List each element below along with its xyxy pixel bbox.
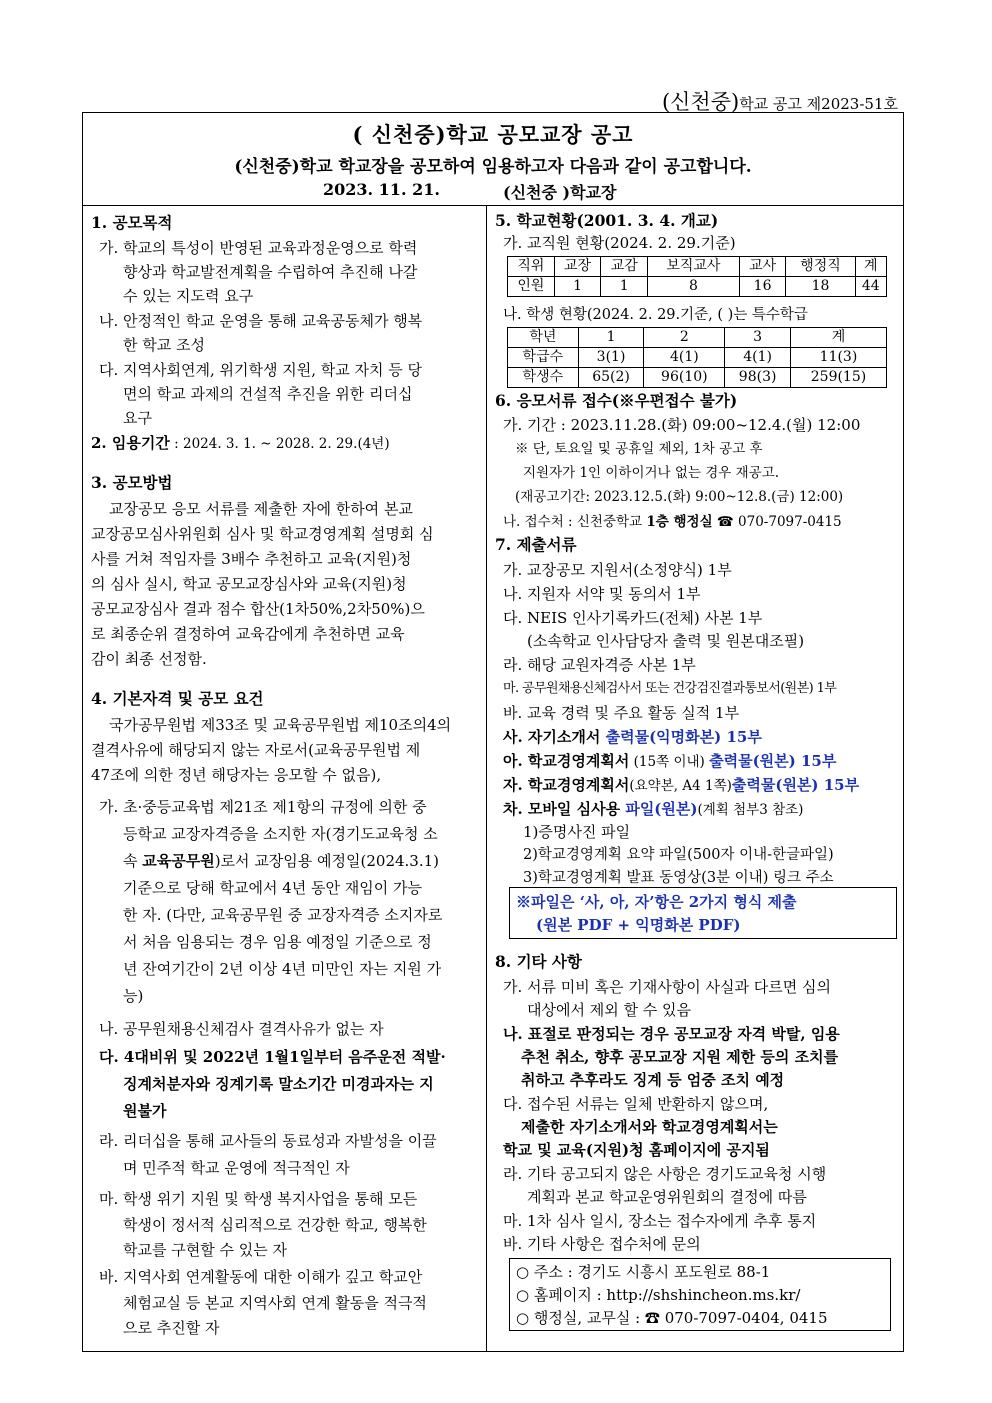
notice-date: 2023. 11. 21. xyxy=(323,180,440,199)
note-line: 지원자가 1인 이하이거나 없는 경우 재공고. xyxy=(523,465,780,481)
notice-subtitle: (신천중)학교 학교장을 공모하여 임용하고자 다음과 같이 공고합니다. xyxy=(234,157,752,177)
list-item: 마. 1차 심사 일시, 장소는 접수자에게 추후 통지 xyxy=(503,1212,817,1230)
text-span-blue: 파일(원본) xyxy=(625,800,698,818)
paragraph-line: 교장공모심사위원회 심사 및 학교경영계획 설명회 심 xyxy=(91,525,434,543)
list-item: 한 자. (다만, 교육공무원 중 교장자격증 소지자로 xyxy=(123,906,443,924)
text-span: (요약본, A4 1쪽) xyxy=(629,778,732,794)
list-item: 가. 서류 미비 혹은 기재사항이 사실과 다르면 심의 xyxy=(503,978,831,996)
student-table xyxy=(507,327,887,388)
list-item: 능) xyxy=(123,987,144,1005)
list-item: 라. 리더십을 통해 교사들의 동료성과 자발성을 이끌 xyxy=(99,1132,437,1150)
table-cell: 16 xyxy=(739,277,786,297)
contact-box xyxy=(509,1258,891,1331)
text-span-bold: 차. 모바일 심사용 xyxy=(503,800,626,818)
table-cell: 3(1) xyxy=(578,348,644,368)
paragraph-line: 의 심사 실시, 학교 공모교장심사와 교육(지원)청 xyxy=(91,575,407,593)
section-5-title: 5. 학교현황(2001. 3. 4. 개교) xyxy=(495,211,719,230)
phone-number: ☎ 070-7097-0415 xyxy=(712,514,842,530)
list-item: 한 학교 조성 xyxy=(123,336,205,354)
list-item: 계획과 본교 학교운영위원회의 결정에 따름 xyxy=(527,1188,807,1206)
file-format-note-box xyxy=(509,887,897,939)
text-span: 나. 접수처 : 신천중학교 xyxy=(503,514,647,530)
list-item: 1)증명사진 파일 xyxy=(523,823,631,841)
list-item: 가. 기간 : 2023.11.28.(화) 09:00~12.4.(월) 12:00 xyxy=(503,416,861,434)
text-span: (계획 첨부3 참조) xyxy=(697,802,804,818)
table-cell: 96(10) xyxy=(644,368,725,388)
list-item: 년 잔여기간이 2년 이상 4년 미만인 자는 지원 가 xyxy=(123,960,442,978)
text-span-bold: 아. 학교경영계획서 xyxy=(503,752,630,770)
table-cell: 학급수 xyxy=(508,348,579,368)
list-item: 바. 지역사회 연계활동에 대한 이해가 깊고 학교안 xyxy=(99,1268,423,1286)
list-item: 나. 지원자 서약 및 동의서 1부 xyxy=(503,585,701,603)
list-item: 다. 접수된 서류는 일체 반환하지 않으며, xyxy=(503,1095,769,1113)
list-item xyxy=(503,797,803,822)
list-item: 가. 학교의 특성이 반영된 교육과정운영으로 학력 xyxy=(99,239,418,257)
list-item: 다. NEIS 인사기록카드(전체) 사본 1부 xyxy=(503,609,763,627)
ref-school: (신천중) xyxy=(661,90,740,114)
list-item xyxy=(503,725,762,749)
list-item: 징계처분자와 징계기록 말소기간 미경과자는 지 xyxy=(123,1075,434,1093)
notice-issuer: (신천중 )학교장 xyxy=(503,183,617,202)
list-item: 나. 표절로 판정되는 경우 공모교장 자격 박탈, 임용 xyxy=(503,1025,840,1043)
text-span-blue: 출력물(익명화본) 15부 xyxy=(605,728,762,746)
table-header-cell: 교사 xyxy=(739,257,786,277)
list-item: 취하고 추후라도 징계 등 엄중 조치 예정 xyxy=(521,1071,785,1089)
list-item: 나. 공무원채용신체검사 결격사유가 없는 자 xyxy=(99,1020,384,1038)
list-item: 제출한 자기소개서와 학교경영계획서는 xyxy=(521,1118,778,1136)
text-span: )로서 교장임용 예정일(2024.3.1) xyxy=(214,852,440,870)
list-item: 다. 지역사회연계, 위기학생 지원, 학교 자치 등 당 xyxy=(99,361,422,379)
list-item: 요구 xyxy=(123,409,152,427)
text-span: 속 xyxy=(123,852,143,870)
list-item: 추천 취소, 향후 공모교장 지원 제한 등의 조치를 xyxy=(521,1048,839,1066)
note-line: (재공고기간: 2023.12.5.(화) 9:00~12.8.(금) 12:00) xyxy=(515,489,844,505)
table-header-cell: 3 xyxy=(725,328,791,348)
paragraph-line: 감이 최종 선정함. xyxy=(91,650,207,668)
contact-homepage[interactable]: ○ 홈페이지 : http://shshincheon.ms.kr/ xyxy=(516,1286,801,1304)
staff-table xyxy=(507,256,887,297)
list-item: 학교 및 교육(지원)청 홈페이지에 공지됨 xyxy=(503,1141,770,1159)
table-cell: 11(3) xyxy=(790,348,886,368)
paragraph-line: 47조에 의한 정년 해당자는 응모할 수 없음), xyxy=(91,766,382,784)
text-span: 사. 자기소개서 xyxy=(503,728,606,746)
table-cell: 4(1) xyxy=(644,348,725,368)
page-title: ( 신천중)학교 공모교장 공고 xyxy=(352,122,634,147)
table-cell: 학생수 xyxy=(508,368,579,388)
table-cell: 44 xyxy=(855,277,886,297)
paragraph-line: 공모교장심사 결과 점수 합산(1차50%,2차50%)으 xyxy=(91,600,425,618)
table-cell: 18 xyxy=(786,277,855,297)
list-item: 수 있는 지도력 요구 xyxy=(123,287,254,305)
text-span-bold: 1층 행정실 xyxy=(646,514,713,530)
table-row xyxy=(508,257,887,277)
list-item: 바. 교육 경력 및 주요 활동 실적 1부 xyxy=(503,704,740,722)
table-cell: 98(3) xyxy=(725,368,791,388)
contact-address: ○ 주소 : 경기도 시흥시 포도원로 88-1 xyxy=(516,1263,771,1281)
text-span-bold: 자. 학교경영계획서 xyxy=(503,776,630,794)
section-8-title: 8. 기타 사항 xyxy=(495,952,582,971)
text-span-blue: 출력물(원본) 15부 xyxy=(709,752,837,770)
list-item: 가. 교직원 현황(2024. 2. 29.기준) xyxy=(503,234,736,252)
list-item: 가. 교장공모 지원서(소정양식) 1부 xyxy=(503,561,732,579)
table-header-cell: 2 xyxy=(644,328,725,348)
list-item: 3)학교경영계획 발표 동영상(3분 이내) 링크 주소 xyxy=(523,870,834,886)
list-item: 으로 추진할 자 xyxy=(123,1319,220,1337)
list-item: 기준으로 당해 학교에서 4년 동안 재임이 가능 xyxy=(123,879,422,897)
list-item: 원불가 xyxy=(123,1102,167,1120)
section-2 xyxy=(91,431,390,456)
section-4-title: 4. 기본자격 및 공모 요건 xyxy=(91,689,264,708)
table-row xyxy=(508,348,887,368)
list-item: (소속학교 인사담당자 출력 및 원본대조필) xyxy=(527,632,805,650)
table-cell: 65(2) xyxy=(578,368,644,388)
list-item: 서 처음 임용되는 경우 임용 예정일 기준으로 정 xyxy=(123,933,432,951)
list-item: 2)학교경영계획 요약 파일(500자 이내-한글파일) xyxy=(523,847,834,863)
notice-frame xyxy=(82,112,904,1352)
list-item: 마. 공무원채용신체검사서 또는 건강검진결과통보서(원본) 1부 xyxy=(503,681,837,696)
table-cell: 8 xyxy=(648,277,740,297)
paragraph-line: 사를 거쳐 적임자를 3배수 추천하고 교육(지원)청 xyxy=(91,550,412,568)
table-row xyxy=(508,368,887,388)
table-row xyxy=(508,328,887,348)
section-6-title: 6. 응모서류 접수(※우편접수 불가) xyxy=(495,391,738,410)
list-item: 마. 학생 위기 지원 및 학생 복지사업을 통해 모든 xyxy=(99,1190,418,1208)
list-item: 라. 해당 교원자격증 사본 1부 xyxy=(503,656,696,674)
list-item: 등학교 교장자격증을 소지한 자(경기도교육청 소 xyxy=(123,825,438,843)
list-item: 다. 4대비위 및 2022년 1월1일부터 음주운전 적발· xyxy=(99,1048,446,1066)
paragraph-line: 교장공모 응모 서류를 제출한 자에 한하여 본교 xyxy=(109,500,413,518)
table-cell: 1 xyxy=(554,277,601,297)
note-line: ※ 단, 토요일 및 공휴일 제외, 1차 공고 후 xyxy=(515,441,763,457)
list-item: 대상에서 제외 할 수 있음 xyxy=(527,1001,691,1019)
ref-number: 학교 공고 제2023-51호 xyxy=(739,95,898,113)
term-period: : 2024. 3. 1. ~ 2028. 2. 29.(4년) xyxy=(169,436,390,452)
left-column xyxy=(83,205,487,1351)
list-item: 나. 안정적인 학교 운영을 통해 교육공동체가 행복 xyxy=(99,312,423,330)
list-item xyxy=(123,849,439,873)
list-item: 나. 학생 현황(2024. 2. 29.기준, ( )는 특수학급 xyxy=(503,307,808,323)
table-header-cell: 1 xyxy=(578,328,644,348)
text-span-bold: 교육공무원 xyxy=(142,852,215,870)
list-item: 면의 학교 과제의 건설적 추진을 위한 리더십 xyxy=(123,385,413,403)
notice-header xyxy=(83,113,903,206)
table-cell: 1 xyxy=(601,277,648,297)
section-3-title: 3. 공모방법 xyxy=(91,473,173,492)
list-item: 가. 초·중등교육법 제21조 제1항의 규정에 의한 중 xyxy=(99,798,427,816)
table-row xyxy=(508,277,887,297)
table-cell: 인원 xyxy=(508,277,555,297)
text-span-blue: 출력물(원본) 15부 xyxy=(731,776,860,794)
section-1-title: 1. 공모목적 xyxy=(91,213,173,232)
table-cell: 259(15) xyxy=(790,368,886,388)
right-column xyxy=(487,205,903,1351)
list-item: 바. 기타 사항은 접수처에 문의 xyxy=(503,1235,701,1253)
table-header-cell: 교감 xyxy=(601,257,648,277)
table-header-cell: 행정직 xyxy=(786,257,855,277)
section-2-label: 2. 임용기간 xyxy=(91,434,170,452)
contact-phone: ○ 행정실, 교무실 : ☎ 070-7097-0404, 0415 xyxy=(516,1309,828,1327)
section-7-title: 7. 제출서류 xyxy=(495,535,577,554)
list-item: 학생이 정서적 심리적으로 건강한 학교, 행복한 xyxy=(123,1216,427,1234)
paragraph-line: 결격사유에 해당되지 않는 자로서(교육공무원법 제 xyxy=(91,741,421,759)
table-header-cell: 계 xyxy=(855,257,886,277)
list-item: 며 민주적 학교 운영에 적극적인 자 xyxy=(123,1159,350,1177)
table-header-cell: 직위 xyxy=(508,257,555,277)
table-header-cell: 계 xyxy=(790,328,886,348)
table-header-cell: 교장 xyxy=(554,257,601,277)
note-line: (원본 PDF + 익명화본 PDF) xyxy=(536,916,741,934)
table-header-cell: 보직교사 xyxy=(648,257,740,277)
note-line: ※파일은 ‘사, 아, 자’항은 2가지 형식 제출 xyxy=(516,893,797,911)
table-cell: 4(1) xyxy=(725,348,791,368)
list-item xyxy=(503,773,859,798)
list-item: 체험교실 등 본교 지역사회 연계 활동을 적극적 xyxy=(123,1294,427,1312)
list-item: 향상과 학교발전계획을 수립하여 추진해 나갈 xyxy=(123,263,418,281)
list-item xyxy=(503,749,836,774)
table-header-cell: 학년 xyxy=(508,328,579,348)
list-item: 라. 기타 공고되지 않은 사항은 경기도교육청 시행 xyxy=(503,1165,827,1183)
text-span: (15쪽 이내) xyxy=(629,754,710,770)
list-item: 학교를 구현할 수 있는 자 xyxy=(123,1241,287,1259)
paragraph-line: 국가공무원법 제33조 및 교육공무원법 제10조의4의 xyxy=(109,716,452,734)
paragraph-line: 로 최종순위 결정하여 교육감에게 추천하면 교육 xyxy=(91,625,405,643)
list-item xyxy=(503,510,842,534)
